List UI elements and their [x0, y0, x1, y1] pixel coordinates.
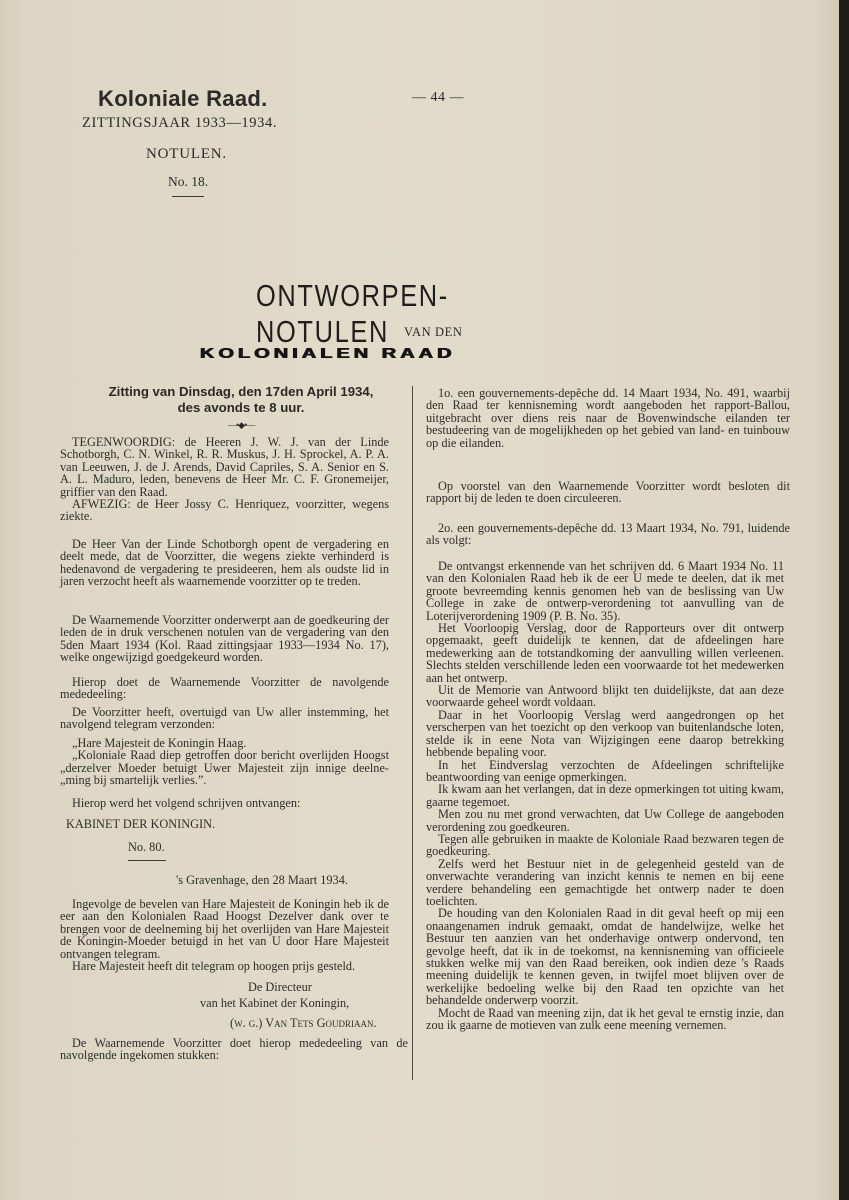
- signature-line-1: De Directeur: [248, 980, 312, 994]
- letter-date-block: [176, 874, 396, 886]
- right-column-3: [426, 522, 790, 547]
- header-rule: [172, 196, 204, 197]
- left-column-upper: [60, 436, 389, 523]
- letter-date: 's Gravenhage, den 28 Maart 1934.: [176, 873, 348, 887]
- depeche-paragraph-4: Daar in het Voorloopig Verslag werd aangedrongen op het verscherpen van het toezicht op den verkoop van buitenlandsche loten, stelde ik in eene Nota van Wijzigingen eene daarop betrekking hebbende bepaling voor.: [426, 707, 784, 760]
- incoming-intro: [60, 1037, 408, 1062]
- telegram-line-1: „Hare Majesteit de Koningin Haag.: [72, 736, 247, 750]
- page-number: — 44 —: [412, 90, 464, 105]
- depeche-paragraph-11: Mocht de Raad van meening zijn, dat ik het geval te ernstig inzie, dan zou ik gaarne de motieven van zulk eene meening vernemen.: [426, 1005, 784, 1033]
- item-2-paragraph: 2o. een gouvernements-depêche dd. 13 Maart 1934, No. 791, luidende als volgt:: [426, 521, 790, 548]
- absence-paragraph: AFWEZIG: de Heer Jossy C. Henriquez, voorzitter, wegens ziekte.: [60, 497, 389, 524]
- left-column-approval: [60, 614, 389, 664]
- kabinet-heading: [66, 818, 366, 830]
- opening-paragraph: De Heer Van der Linde Schotborgh opent de vergadering en deelt mede, dat de Voorzitter, die wegens ziekte verhinderd is hedenavond de vergadering te presideeren, hem als oudste lid in jaren verzocht heeft als waarnemende voorzitter op te treden.: [60, 537, 389, 589]
- item-1-decision: Op voorstel van den Waarnemende Voorzitter wordt besloten dit rapport bij de leden te doen circuleeren.: [426, 479, 790, 506]
- signature-line-2: van het Kabinet der Koningin,: [200, 996, 350, 1011]
- telegram-intro: De Voorzitter heeft, overtuigd van Uw aller instemming, het navolgend telegram verzonden:: [60, 705, 389, 732]
- left-column-telegram: [60, 706, 389, 731]
- letter-intro: [60, 797, 389, 809]
- left-column-opening: [60, 538, 389, 588]
- notulen-label: NOTULEN.: [146, 146, 227, 162]
- letter-body: [60, 898, 389, 972]
- depeche-paragraph-5: In het Eindverslag verzochten de Afdeelingen schriftelijke beantwoording van eenige opmerkingen.: [426, 757, 784, 784]
- sitting-line-1: Zitting van Dinsdag, den 17den April 1934,: [108, 384, 374, 399]
- depeche-paragraph-2: Het Voorloopig Verslag, door de Rapporteurs over dit ontwerp opgemaakt, geeft duidelijk te kennen, dat de afdeelingen hare medewerking aan de totstandkoming der aanvulling willen verleenen. Slechts stelden verschillende leden een voorwaarde tot het medewerken aan het ontwerp.: [426, 621, 784, 685]
- column-divider: [412, 386, 413, 1080]
- signature-line-3: (w. g.) Van Tets Goudriaan.: [230, 1015, 377, 1030]
- depeche-paragraph-6: Ik kwam aan het verlangen, dat in deze opmerkingen tot uiting kwam, gaarne tegemoet.: [426, 782, 784, 809]
- depeche-paragraph-8: Tegen alle gebruiken in maakte de Koloniale Raad bezwaren tegen de goedkeuring.: [426, 831, 784, 859]
- sitting-line-2: des avonds te 8 uur.: [177, 400, 305, 415]
- letter-number: No. 80.: [128, 840, 165, 854]
- depeche-paragraph-3: Uit de Memorie van Antwoord blijkt ten duidelijkste, dat aan deze voorwaarde geheel wordt voldaan.: [426, 683, 784, 710]
- notulen-number: No. 18.: [168, 174, 209, 189]
- sitting-heading: [96, 384, 386, 416]
- item-1-paragraph: 1o. een gouvernements-depêche dd. 14 Maart 1934, No. 491, waarbij den Raad ter kennisneming wordt aangeboden het rapport-Ballou, uitgebracht over diens reis naar de Bovenwindsche eilanden ter bestudeering van de mogelijkheden op het gebied van land- en tuinbouw op die eilanden.: [426, 386, 790, 450]
- letter-paragraph-2: Hare Majesteit heeft dit telegram op hoogen prijs gesteld.: [72, 959, 356, 974]
- van-den-label: VAN DEN: [404, 325, 463, 339]
- letter-paragraph-1: Ingevolge de bevelen van Hare Majesteit de Koningin heb ik de eer aan den Kolonialen Raad Hoogst Dezelver dank over te brengen voor de deelneming bij het overlijden van Hare Majesteit de Koningin-Moeder betuigd in het van U door Hare Majesteit ontvangen telegram.: [60, 897, 389, 961]
- letter-number-block: [128, 841, 208, 853]
- right-column-2: [426, 480, 790, 505]
- telegram-line-2: „Koloniale Raad diep getroffen door bericht overlijden Hoogst „derzelver Moeder betuigt Uwer Majesteit zijn innige deelne- „ming bij smartelijk verlies.”.: [60, 748, 389, 788]
- depeche-paragraph-7: Men zou nu met grond verwachten, dat Uw College de aangeboden verordening zou goedkeuren.: [426, 807, 784, 834]
- signature-block: [200, 981, 400, 1029]
- depeche-paragraph-9: Zelfs werd het Bestuur niet in de gelegenheid gesteld van de onverwachte verandering van inzicht kennis te nemen en bij eene verdere behandeling een gemachtigde het ontwerp nader te doen toelichten.: [426, 856, 784, 908]
- ornament-divider: —•◆•—: [228, 420, 255, 430]
- approval-paragraph: De Waarnemende Voorzitter onderwerpt aan de goedkeuring der leden de in druk verschenen notulen van de vergadering van den 5den Maart 1934 (Kol. Raad zittingsjaar 1933—1934 No. 17), welke ongewijzigd goedgekeurd worden.: [60, 613, 389, 665]
- left-column-announce: [60, 676, 389, 701]
- right-column-1: [426, 387, 790, 449]
- announcement-paragraph: Hierop doet de Waarnemende Voorzitter de navolgende mededeeling:: [60, 675, 389, 702]
- document-title: ONTWORPEN-NOTULEN: [256, 278, 449, 349]
- letter-intro-text: Hierop werd het volgend schrijven ontvangen:: [72, 796, 301, 810]
- telegram-text: [60, 737, 389, 787]
- kabinet-label: KABINET DER KONINGIN.: [66, 817, 216, 831]
- depeche-paragraph-1: De ontvangst erkennende van het schrijven dd. 6 Maart 1934 No. 11 van den Kolonialen Raad heb ik de eer U mede te deelen, dat ik met groote bevreemding kennis genomen heb van de beslissing van Uw College in zake de ontwerp-verordening tot aanvulling van de Loterijverordening 1909 (P. B. No. 35).: [426, 559, 784, 623]
- attendance-paragraph: TEGENWOORDIG: de Heeren J. W. J. van der Linde Schotborgh, C. N. Winkel, R. R. Muskus, J. H. Sprockel, A. P. A. van Leeuwen, J. de J. Arends, David Capriles, S. A. Senior en S. A. L. Maduro, leden, benevens de Heer Mr. C. F. Gronemeijer, griffier van den Raad.: [60, 435, 389, 499]
- incoming-intro-text: De Waarnemende Voorzitter doet hierop mededeeling van de navolgende ingekomen stukken:: [60, 1036, 408, 1063]
- council-banner: KOLONIALEN RAAD: [200, 345, 456, 362]
- right-column-depeche: [426, 560, 784, 1031]
- depeche-paragraph-10: De houding van den Kolonialen Raad in dit geval heeft op mij een onaangenamen indruk gemaakt, omdat de handelwijze, welke het Bestuur ten aanzien van het onderhavige ontwerp ondervond, ten gevolge heeft, dat ik in de toekomst, na kennisneming van officieele stukken welke mij van den Raad bereiken, ook indien deze 's Raads meening duidelijk te kennen geven, in twijfel moet blijven over de werkelijke bedoeling welke bij den Raad ten opzichte van het behandelde onderwerp voorzit.: [426, 906, 784, 1008]
- session-year: ZITTINGSJAAR 1933—1934.: [82, 115, 278, 131]
- letter-number-rule: [128, 860, 166, 861]
- council-title: Koloniale Raad.: [98, 86, 268, 111]
